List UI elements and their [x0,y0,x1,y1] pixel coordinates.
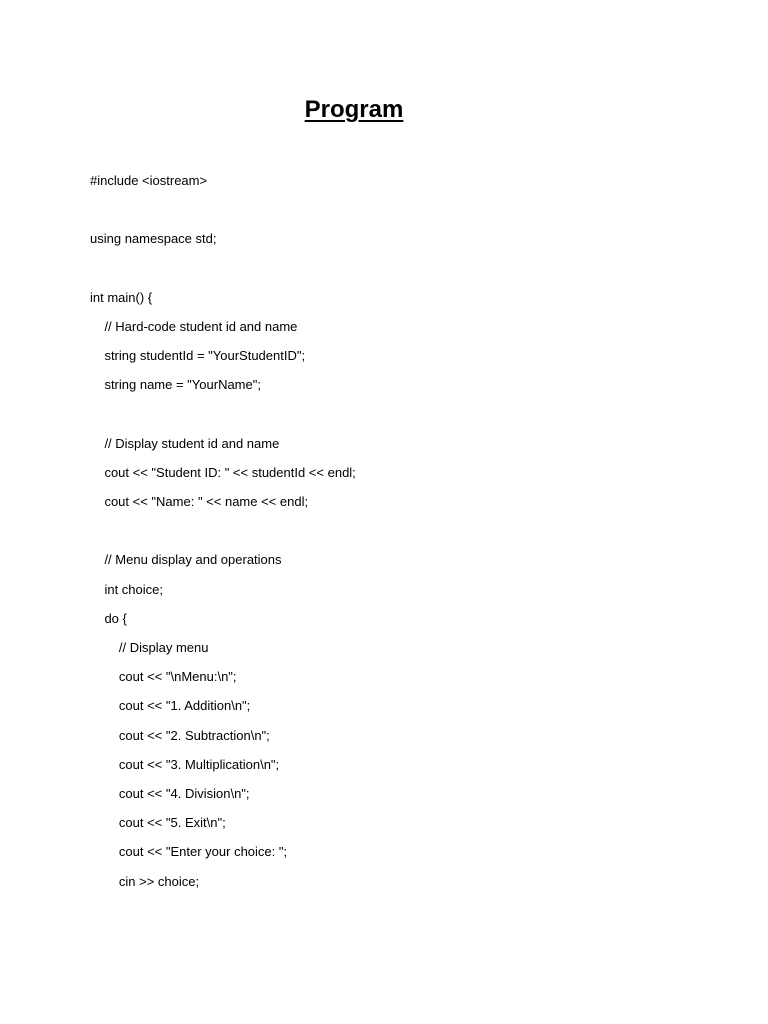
blank-line [90,400,710,429]
code-line [90,458,710,487]
code-line-text: string studentId = "YourStudentID"; [90,348,306,364]
code-line [90,662,710,691]
code-line [90,867,710,896]
code-line [90,837,710,866]
code-line [90,750,710,779]
page-title: Program [304,96,404,123]
code-line [90,721,710,750]
code-line [90,575,710,604]
code-line [90,224,710,253]
code-block [90,166,710,896]
code-line [90,312,710,341]
blank-line [90,516,710,545]
code-line [90,487,710,516]
code-line-text: cout << "2. Subtraction\n"; [90,727,270,743]
blank-line [90,195,710,224]
code-line-text: cout << "4. Division\n"; [90,785,250,801]
code-line-text: cout << "1. Addition\n"; [90,698,251,714]
code-line-text: // Hard-code student id and name [90,318,298,334]
code-line-text: // Display student id and name [90,435,280,451]
code-line-text: cout << "Enter your choice: "; [90,844,288,860]
code-line [90,633,710,662]
code-line-text: cout << "\nMenu:\n"; [90,669,237,685]
code-line [90,779,710,808]
code-line-text: cin >> choice; [90,873,200,889]
code-line-text: int choice; [90,581,163,597]
code-line [90,341,710,370]
code-line [90,283,710,312]
code-line-text: cout << "Student ID: " << studentId << endl; [90,464,356,480]
code-line [90,429,710,458]
code-line-text: int main() { [90,289,153,305]
code-line-text: string name = "YourName"; [90,377,261,393]
code-line [90,808,710,837]
code-line [90,691,710,720]
code-line-text: cout << "Name: " << name << endl; [90,494,309,510]
code-line-text: cout << "3. Multiplication\n"; [90,756,280,772]
code-line [90,545,710,574]
code-line [90,370,710,399]
code-line [90,604,710,633]
code-line-text: cout << "5. Exit\n"; [90,815,226,831]
blank-line [90,254,710,283]
code-line-text: // Menu display and operations [90,552,282,568]
code-line-text: do { [90,610,127,626]
code-line [90,166,710,195]
code-line-text: #include <iostream> [90,173,208,188]
code-line-text: // Display menu [90,640,209,655]
code-line-text: using namespace std; [90,231,217,247]
